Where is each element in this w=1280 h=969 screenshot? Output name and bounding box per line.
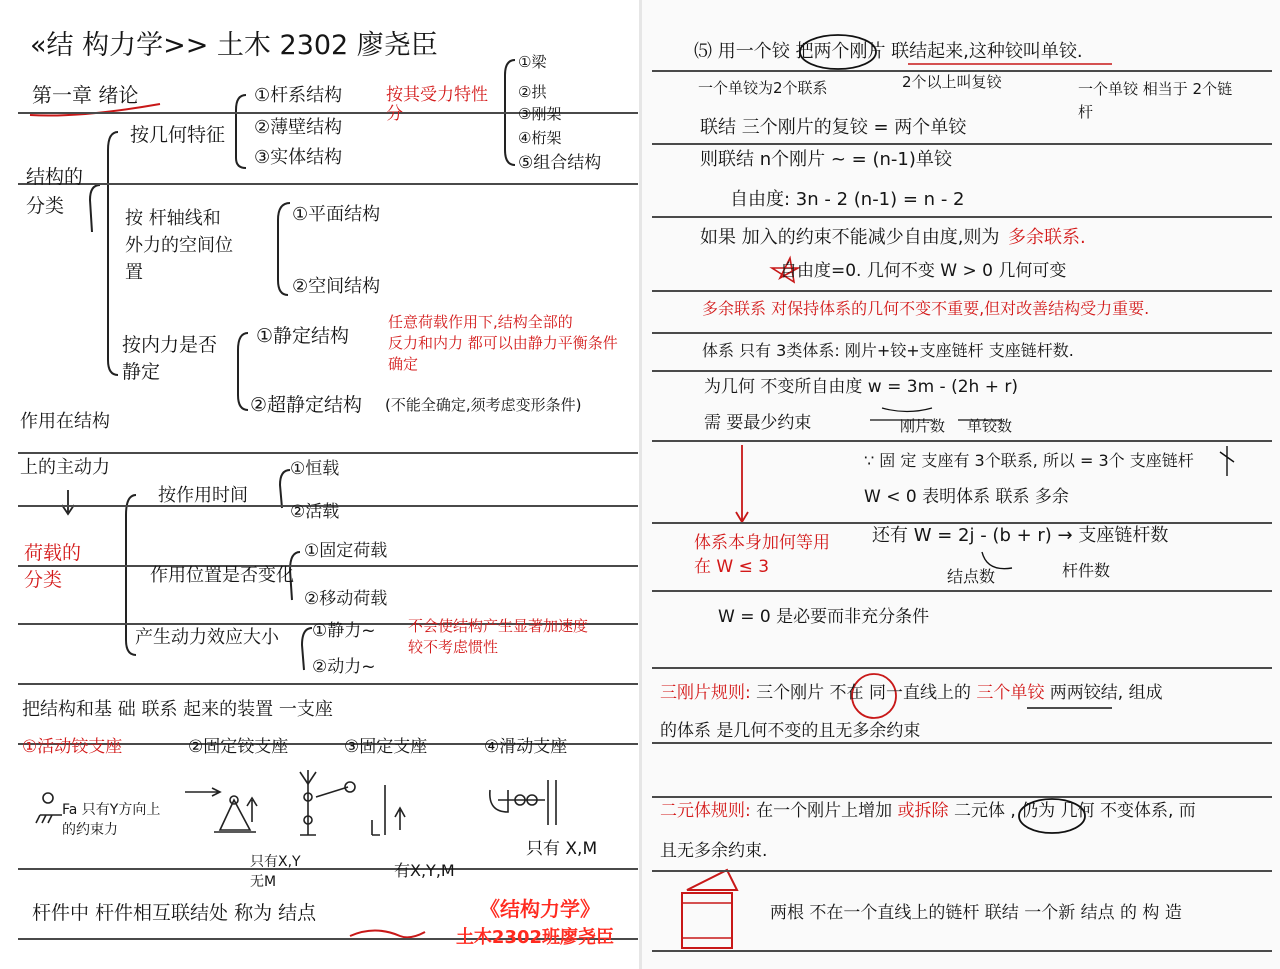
rule2-text-2: , 仍为 几何 不变体系, 而 xyxy=(1010,801,1196,821)
chapter-heading: 第一章 绪论 xyxy=(32,83,139,107)
indeterminate-note: (不能全确定,须考虑变形条件) xyxy=(385,396,582,414)
note-w-zero: W = 0 是必要而非充分条件 xyxy=(718,607,930,627)
support-note-1: Fa 只有Y方向上 的约束力 xyxy=(62,802,161,839)
member-type-4: ④桁架 xyxy=(518,129,562,147)
big-brace xyxy=(108,132,118,375)
member-type-5: ⑤组合结构 xyxy=(518,153,602,173)
joint-definition: 杆件中 杆件相互联结处 称为 结点 xyxy=(32,902,317,924)
member-type-3: ③刚架 xyxy=(518,105,562,123)
note-three-rigid: 联结 三个刚片的复铰 = 两个单铰 xyxy=(700,117,967,138)
note-w-joint-formula: 还有 W = 2j - (b + r) → 支座链杆数 xyxy=(872,525,1169,546)
support-note-4: 只有 X,M xyxy=(526,839,598,859)
structure-classification-root: 结构的 分类 xyxy=(26,166,84,217)
dynamic-item-2: ②动力~ xyxy=(312,657,376,677)
support-note-2: 只有X,Y 无M xyxy=(250,854,301,891)
member-type-1: ①梁 xyxy=(518,53,547,71)
by-statics-label: 按内力是否 静定 xyxy=(122,334,218,383)
by-axis-label: 按 杆轴线和 外力的空间位 置 xyxy=(125,208,233,283)
note-single-hinge: ⑸ 用一个铰 把两个刚片 联结起来,这种铰叫单铰. xyxy=(694,41,1083,62)
rule-three-rigid xyxy=(660,684,1163,704)
note-fixed-support: ∵ 固 定 支座有 3个联系, 所以 = 3个 支座链杆 xyxy=(864,451,1194,470)
support-type-4: ④滑动支座 xyxy=(484,737,568,757)
rule3-text-4: 的体系 是几何不变的且无多余约束 xyxy=(660,721,921,741)
by-member-note: 按其受力特性 分 xyxy=(386,85,488,124)
loads-intro-1: 作用在结构 xyxy=(20,411,110,432)
note-dof-zero: 自由度=0. 几何不变 W > 0 几何可变 xyxy=(780,261,1067,281)
note-binary-construction: 两根 不在一个直线上的链杆 联结 一个新 结点 的 构 造 xyxy=(770,903,1182,923)
rule3-text-2: 同一直线上的 xyxy=(868,683,971,703)
dynamic-item-1: ①静力~ xyxy=(312,621,376,641)
note-redundant-importance: 多余联系 对保持体系的几何不变不重要,但对改善结构受力重要. xyxy=(702,299,1150,318)
note-min-constraints: 需 要最少约束 xyxy=(704,413,812,433)
label-joint-count: 结点数 xyxy=(947,567,996,586)
rule3-underlined: 三个单铰 xyxy=(976,683,1045,703)
by-dynamic-label: 产生动力效应大小 xyxy=(135,627,279,648)
note-redundant-term: 多余联系. xyxy=(1008,227,1086,248)
rule2-label: 二元体规则: xyxy=(660,801,751,821)
loads-classification-label: 荷载的 分类 xyxy=(24,542,82,591)
right-page-lines xyxy=(642,0,1280,969)
note-w-negative: W < 0 表明体系 联系 多余 xyxy=(864,487,1069,507)
rule-binary-body xyxy=(660,802,1196,822)
warning-sign-icon xyxy=(682,870,737,948)
right-notebook-page xyxy=(642,0,1280,969)
watermark-author: 土木2302班廖尧臣 xyxy=(455,927,615,948)
notebook-title: «结 构力学>> 土木 2302 廖尧臣 xyxy=(30,30,438,61)
note-system-parts: 体系 只有 3类体系: 刚片+铰+支座链杆 支座链杆数. xyxy=(702,341,1074,360)
support-type-3: ③固定支座 xyxy=(344,737,428,757)
support-note-3: 有X,Y,M xyxy=(394,861,455,880)
support-type-1: ①活动铰支座 xyxy=(22,737,123,757)
rule2-circled: 二元体 xyxy=(953,801,1005,821)
rule3-text-1: 三个刚片 xyxy=(756,683,825,703)
support-type-2: ②固定铰支座 xyxy=(188,737,289,757)
note-dof-formula: 自由度: 3n - 2 (n-1) = n - 2 xyxy=(730,189,965,210)
geo-item-3: ③实体结构 xyxy=(254,147,343,168)
rule3-text-3: 两两铰结, 组成 xyxy=(1049,683,1163,703)
label-rigid-count: 刚片数 xyxy=(900,417,946,435)
geo-item-1: ①杆系结构 xyxy=(254,85,343,106)
label-member-count: 杆件数 xyxy=(1062,561,1111,580)
label-hinge-count: 单铰数 xyxy=(967,417,1013,435)
by-time-label: 按作用时间 xyxy=(158,485,248,506)
rule3-label: 三刚片规则: xyxy=(660,683,751,703)
rule3-circled: 不在 xyxy=(829,683,864,703)
position-item-2: ②移动荷载 xyxy=(304,589,388,609)
time-item-2: ②活载 xyxy=(290,502,340,522)
time-item-1: ①恒载 xyxy=(290,459,340,479)
dynamic-note: 不会使结构产生显著加速度 较不考虑惯性 xyxy=(408,617,589,656)
note-system-self: 体系本身加何等用 在 W ≤ 3 xyxy=(694,533,830,577)
rule2-text-1: 在一个刚片上增加 xyxy=(756,801,893,821)
note-w-formula: 为几何 不变所自由度 w = 3m - (2h + r) xyxy=(704,377,1018,397)
axis-item-1: ①平面结构 xyxy=(292,204,381,225)
rule2-text-3: 且无多余约束. xyxy=(660,841,768,861)
note-n-rigid: 则联结 n个刚片 ~ = (n-1)单铰 xyxy=(700,149,952,170)
axis-item-2: ②空间结构 xyxy=(292,276,381,297)
watermark-title: 《结构力学》 xyxy=(480,897,600,921)
rule2-red: 或拆除 xyxy=(897,801,949,821)
note-compound-hinge: 2个以上叫复铰 xyxy=(902,73,1002,91)
by-position-label: 作用位置是否变化 xyxy=(150,565,294,586)
note-redundant-def: 如果 加入的约束不能减少自由度,则为 xyxy=(700,227,1000,248)
note-hinge-equivalent: 一个单铰 相当于 2个链 杆 xyxy=(1078,80,1233,121)
geo-item-2: ②薄壁结构 xyxy=(254,117,343,138)
statics-item-1: ①静定结构 xyxy=(256,325,350,347)
member-type-2: ②拱 xyxy=(518,83,547,101)
by-geometry-label: 按几何特征 xyxy=(130,124,226,146)
statics-note: 任意荷载作用下,结构全部的 反力和内力 都可以由静力平衡条件 确定 xyxy=(388,313,618,373)
note-hinge-two-links: 一个单铰为2个联系 xyxy=(698,79,828,97)
statics-item-2: ②超静定结构 xyxy=(250,394,363,416)
loads-intro-2: 上的主动力 xyxy=(20,457,110,478)
position-item-1: ①固定荷载 xyxy=(304,541,388,561)
supports-intro: 把结构和基 础 联系 起来的装置 一支座 xyxy=(22,699,333,720)
